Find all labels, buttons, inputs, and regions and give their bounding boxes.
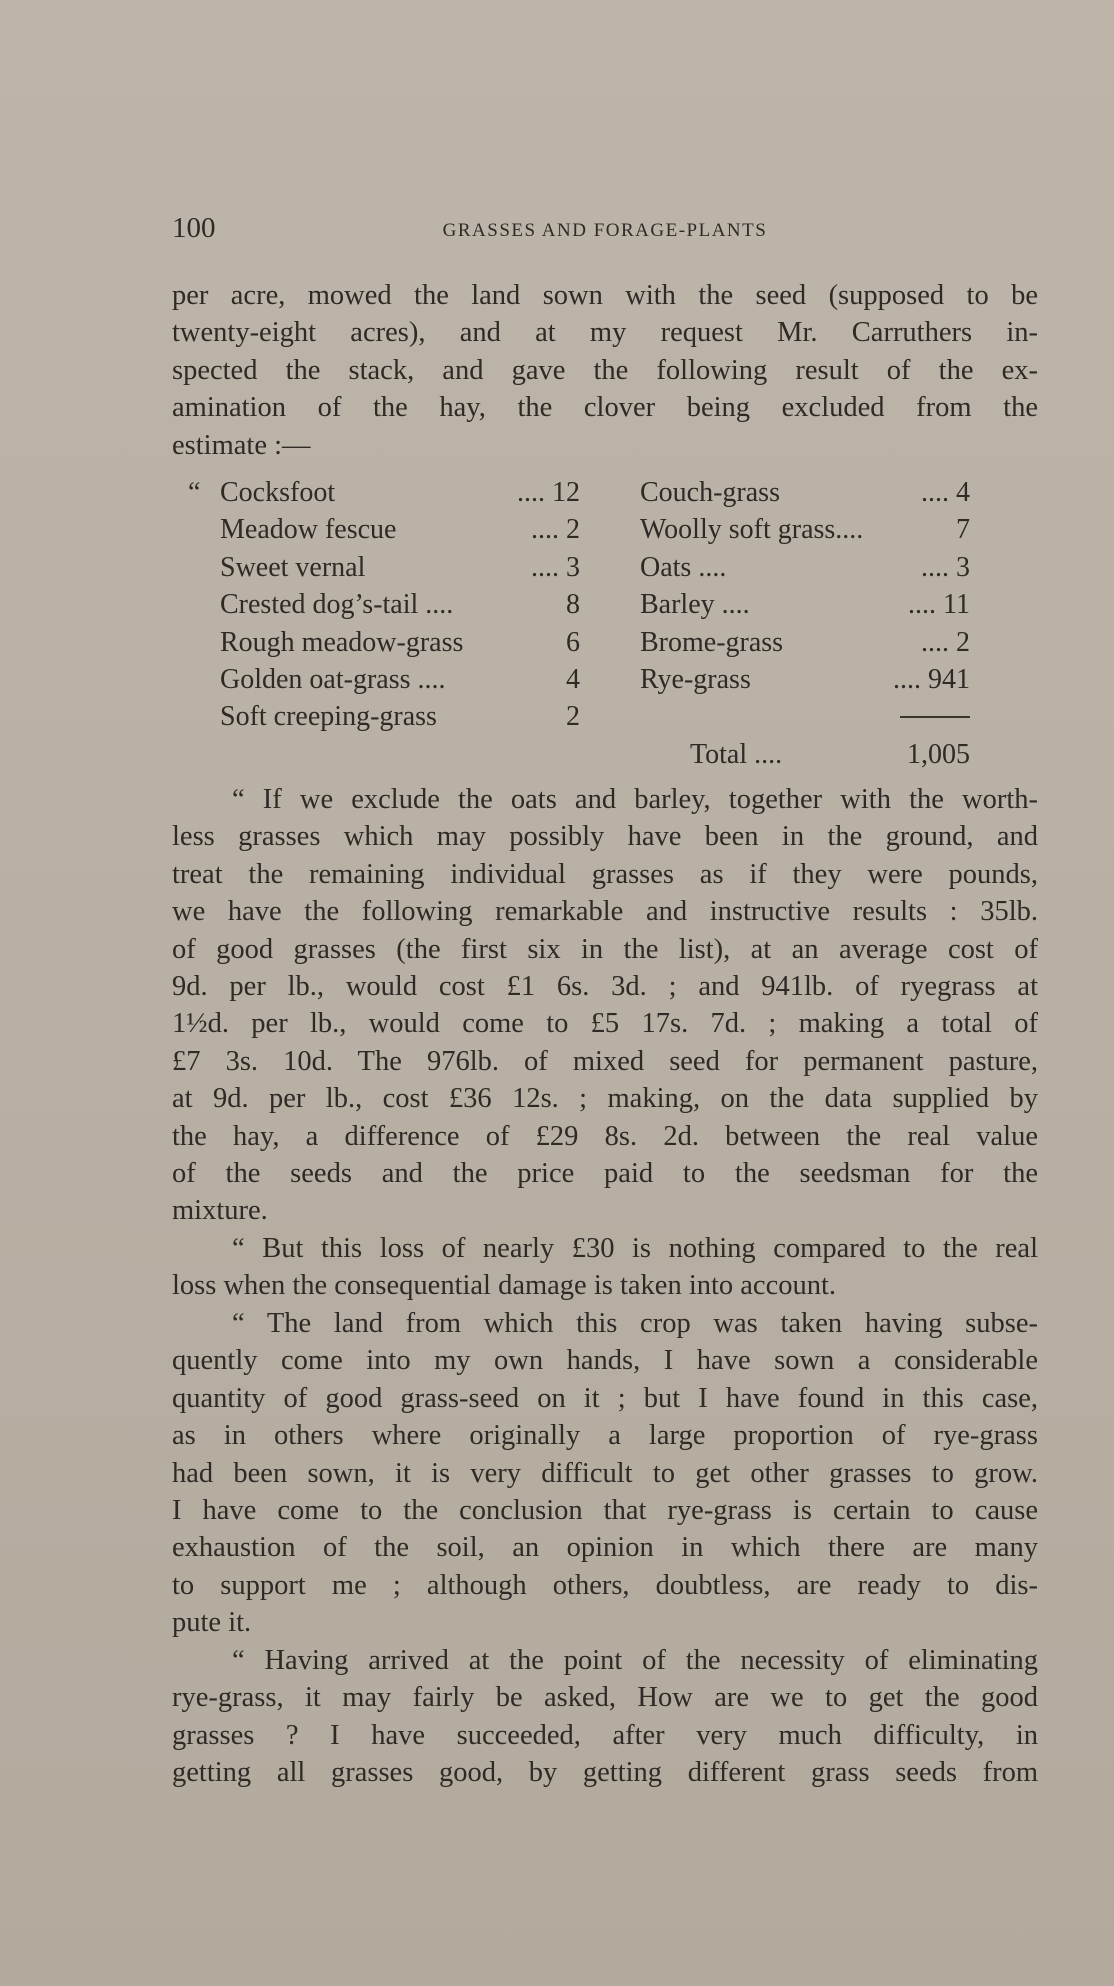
grass-name: Couch-grass	[640, 477, 780, 508]
grass-count: .... 2	[531, 514, 580, 546]
sum-rule-row	[640, 698, 970, 735]
table-row	[220, 698, 580, 735]
text-line: “ If we exclude the oats and barley, together with the worth-	[232, 784, 1038, 815]
text-line: “ But this loss of nearly £30 is nothing compared to the real	[232, 1233, 1038, 1264]
text-line: pute it.	[172, 1607, 252, 1639]
grass-name: Woolly soft grass....	[640, 514, 864, 546]
intro-paragraph	[172, 277, 1038, 464]
text-line: had been sown, it is very difficult to get other grasses to grow.	[172, 1457, 1038, 1489]
grass-name: Rough meadow-grass	[220, 626, 464, 658]
text-line: of the seeds and the price paid to the seedsman for the	[172, 1158, 1038, 1190]
grass-count: 4	[566, 663, 580, 695]
text-line: estimate :—	[172, 429, 311, 461]
text-line: at 9d. per lb., cost £36 12s. ; making, on the data supplied by	[172, 1083, 1038, 1115]
paragraph-eliminating	[172, 1642, 1038, 1792]
grass-count: 8	[566, 589, 580, 621]
text-line: quently come into my own hands, I have sown a considerable	[172, 1345, 1038, 1377]
text-line: as in others where originally a large proportion of rye-grass	[172, 1420, 1038, 1452]
grass-count: 2	[566, 701, 580, 733]
grass-name: Crested dog’s-tail ....	[220, 589, 454, 621]
text-line: quantity of good grass-seed on it ; but I have found in this case,	[172, 1382, 1038, 1414]
grass-count: .... 3	[531, 551, 580, 583]
text-line: exhaustion of the soil, an opinion in which there are many	[172, 1532, 1038, 1564]
table-row	[220, 586, 580, 623]
table-row	[640, 511, 970, 548]
text-line: loss when the consequential damage is taken into account.	[172, 1270, 837, 1302]
paragraph-costs	[172, 781, 1038, 1230]
grass-name: Soft creeping-grass	[220, 701, 437, 733]
sum-rule	[900, 716, 970, 718]
table-row	[220, 624, 580, 661]
grass-count: .... 941	[893, 663, 970, 695]
paragraph-land	[172, 1305, 1038, 1642]
text-line: “ The land from which this crop was taken having subse-	[232, 1308, 1038, 1339]
grass-table-right	[640, 474, 970, 773]
total-row	[640, 736, 970, 773]
text-line: getting all grasses good, by getting different grass seeds from	[172, 1757, 1038, 1789]
grass-name: Oats ....	[640, 551, 727, 583]
table-row	[220, 511, 580, 548]
text-line: £7 3s. 10d. The 976lb. of mixed seed for permanent pasture,	[172, 1045, 1038, 1077]
text-line: less grasses which may possibly have been in the ground, and	[172, 821, 1038, 853]
text-line: we have the following remarkable and instructive results : 35lb.	[172, 896, 1038, 928]
table-row	[640, 549, 970, 586]
text-line: 9d. per lb., would cost £1 6s. 3d. ; and 941lb. of ryegrass at	[172, 971, 1038, 1003]
grass-name: Cocksfoot	[220, 477, 336, 508]
table-row	[640, 624, 970, 661]
grass-count: .... 11	[908, 589, 970, 621]
table-row	[640, 586, 970, 623]
text-line: per acre, mowed the land sown with the seed (supposed to be	[172, 280, 1038, 311]
text-line: spected the stack, and gave the following result of the ex-	[172, 354, 1038, 386]
table-row	[220, 661, 580, 698]
total-label: Total ....	[690, 738, 783, 770]
grass-name: Golden oat-grass ....	[220, 663, 446, 695]
grass-count: .... 2	[921, 626, 970, 658]
paragraph-loss	[172, 1230, 1038, 1305]
grass-name: Brome-grass	[640, 626, 784, 658]
grass-table-left	[188, 474, 580, 736]
grass-count: .... 3	[921, 551, 970, 583]
text-line: grasses ? I have succeeded, after very much difficulty, in	[172, 1719, 1038, 1751]
grass-count: .... 4	[921, 477, 970, 508]
grass-name: Barley ....	[640, 589, 750, 621]
text-line: to support me ; although others, doubtless, are ready to dis-	[172, 1569, 1038, 1601]
text-line: amination of the hay, the clover being excluded from the	[172, 392, 1038, 424]
text-line: the hay, a difference of £29 8s. 2d. between the real value	[172, 1120, 1038, 1152]
table-row	[640, 661, 970, 698]
grass-count: 7	[956, 514, 970, 546]
table-row	[188, 474, 580, 511]
grass-name: Rye-grass	[640, 663, 751, 695]
grass-count: .... 12	[517, 477, 580, 508]
grass-name: Sweet vernal	[220, 551, 366, 583]
running-head: GRASSES AND FORAGE-PLANTS	[442, 220, 768, 241]
text-line: of good grasses (the first six in the list), at an average cost of	[172, 933, 1038, 965]
table-row	[220, 549, 580, 586]
text-line: 1½d. per lb., would come to £5 17s. 7d. ; making a total of	[172, 1008, 1038, 1040]
text-line: twenty-eight acres), and at my request Mr. Carruthers in-	[172, 317, 1038, 349]
text-line: mixture.	[172, 1195, 268, 1227]
text-line: treat the remaining individual grasses as if they were pounds,	[172, 858, 1038, 890]
page-number: 100	[172, 212, 216, 244]
text-line: I have come to the conclusion that rye-grass is certain to cause	[172, 1495, 1038, 1527]
text-line: rye-grass, it may fairly be asked, How are we to get the good	[172, 1682, 1038, 1714]
open-quote: “	[188, 477, 201, 508]
grass-name: Meadow fescue	[220, 514, 397, 546]
page-header	[172, 212, 1038, 252]
table-row	[640, 474, 970, 511]
text-line: “ Having arrived at the point of the necessity of eliminating	[232, 1645, 1038, 1676]
grass-count: 6	[566, 626, 580, 658]
total-value: 1,005	[907, 738, 970, 770]
